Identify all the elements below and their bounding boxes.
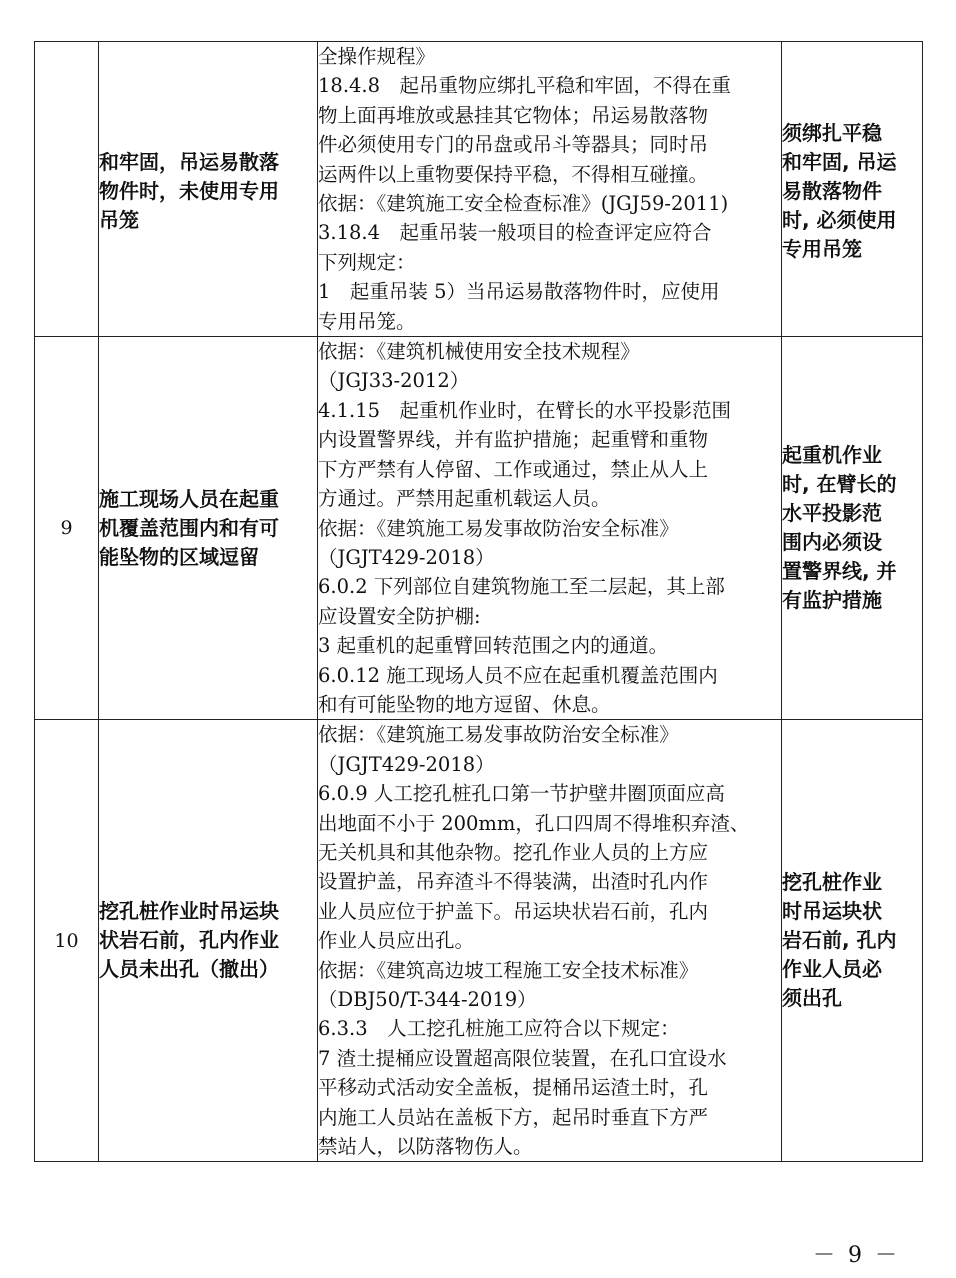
page-number: － 9 －	[813, 1243, 900, 1268]
table-row	[35, 42, 923, 337]
hazard-cell: 和牢固，吊运易散落 物件时，未使用专用 吊笼	[99, 42, 318, 337]
hazard-cell: 挖孔桩作业时吊运块 状岩石前，孔内作业 人员未出孔（撤出）	[99, 720, 318, 1162]
regulation-table	[34, 41, 923, 1162]
hazard-cell: 施工现场人员在起重 机覆盖范围内和有可 能坠物的区域逗留	[99, 337, 318, 720]
table-row	[35, 720, 923, 1162]
basis-cell: 依据：《建筑机械使用安全技术规程》 （JGJ33-2012） 4.1.15 起重机作业时，在臂长的水平投影范围 内设置警界线，并有监护措施；起重臂和重物 下方严禁有人停留、工作或通过，禁止从人上 方通过。严禁用起重机载运人员。 依据：《建筑施工易发事故防治安全标准》 （JGJT429-2018） 6.0.2 下列部位自建筑物施工至二层起，其上部 应设置安全防护棚: 3 起重机的起重臂回转范围之内的通道。 6.0.12 施工现场人员不应在起重机覆盖范围内 和有可能坠物的地方逗留、休息。	[318, 337, 782, 720]
table-row	[35, 337, 923, 720]
row-number	[35, 42, 99, 337]
requirement-cell: 起重机作业 时, 在臂长的 水平投影范 围内必须设 置警界线, 并 有监护措施	[782, 337, 923, 720]
basis-cell: 依据：《建筑施工易发事故防治安全标准》 （JGJT429-2018） 6.0.9 人工挖孔桩孔口第一节护壁井圈顶面应高 出地面不小于 200mm，孔口四周不得堆积弃渣、 无关机具和其他杂物。挖孔作业人员的上方应 设置护盖，吊弃渣斗不得装满，出渣时孔内作 业人员应位于护盖下。吊运块状岩石前，孔内 作业人员应出孔。 依据：《建筑高边坡工程施工安全技术标准》 （DBJ50/T-344-2019） 6.3.3 人工挖孔桩施工应符合以下规定： 7 渣土提桶应设置超高限位装置，在孔口宜设水 平移动式活动安全盖板，提桶吊运渣土时，孔 内施工人员站在盖板下方，起吊时垂直下方严 禁站人，以防落物伤人。	[318, 720, 782, 1162]
requirement-cell: 挖孔桩作业 时吊运块状 岩石前, 孔内 作业人员必 须出孔	[782, 720, 923, 1162]
row-number: 10	[35, 720, 99, 1162]
basis-cell: 全操作规程》 18.4.8 起吊重物应绑扎平稳和牢固，不得在重 物上面再堆放或悬挂其它物体；吊运易散落物 件必须使用专门的吊盘或吊斗等器具；同时吊 运两件以上重物要保持平稳，不得相互碰撞。 依据：《建筑施工安全检查标准》(JGJ59-2011) 3.18.4 起重吊装一般项目的检查评定应符合 下列规定： 1 起重吊装 5）当吊运易散落物件时，应使用 专用吊笼。	[318, 42, 782, 337]
requirement-cell: 须绑扎平稳 和牢固, 吊运 易散落物件 时, 必须使用 专用吊笼	[782, 42, 923, 337]
row-number: 9	[35, 337, 99, 720]
